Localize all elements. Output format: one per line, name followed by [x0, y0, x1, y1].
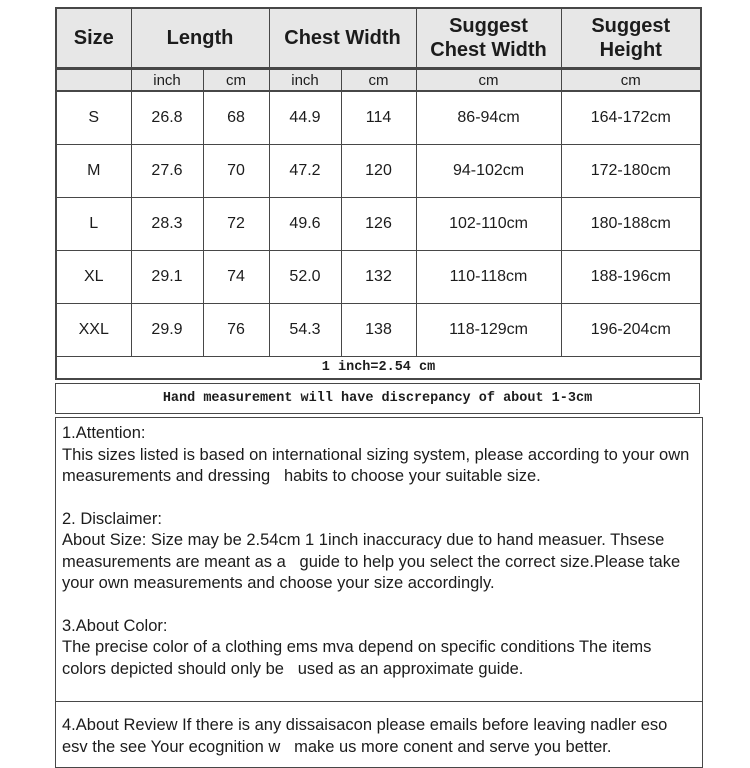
notes-box-review [55, 701, 703, 768]
header-length [131, 8, 269, 69]
header-size [56, 8, 131, 69]
length-cm-cell: 76 [203, 304, 269, 357]
chest-cm-cell: 120 [341, 145, 416, 198]
header-label: Chest Width [430, 39, 547, 61]
size-cell: XXL [56, 304, 131, 357]
header-chest-width [269, 8, 416, 69]
table-units-row [56, 69, 701, 92]
length-cm-cell: 72 [203, 198, 269, 251]
header-label: Suggest [449, 15, 528, 37]
table-header-row [56, 8, 701, 69]
header-label: Size [73, 27, 114, 49]
note-body: About Size: Size may be 2.54cm 1 1inch inaccuracy due to hand measuer. Thsese measurements are meant as a guide to help you select the correct size.Please take your own measurements and choose your size accordingly. [62, 531, 685, 592]
chest-cm-cell: 114 [341, 91, 416, 145]
suggest-height-cell: 196-204cm [561, 304, 701, 357]
table-row-m [56, 145, 701, 198]
unit-cell [56, 69, 131, 92]
note-body: 4.About Review If there is any dissaisacon please emails before leaving nadler eso esv the see Your ecognition w make us more conent and serve you better. [62, 716, 672, 756]
unit-cell: inch [269, 69, 341, 92]
note-about-color [62, 616, 696, 681]
header-suggest-height [561, 8, 701, 69]
length-inch-cell: 28.3 [131, 198, 203, 251]
hand-measurement-note: Hand measurement will have discrepancy of about 1-3cm [55, 383, 700, 414]
table-row-l [56, 198, 701, 251]
size-cell: S [56, 91, 131, 145]
suggest-chest-cell: 86-94cm [416, 91, 561, 145]
suggest-height-cell: 172-180cm [561, 145, 701, 198]
suggest-chest-cell: 110-118cm [416, 251, 561, 304]
note-about-review [62, 715, 696, 758]
suggest-height-cell: 180-188cm [561, 198, 701, 251]
unit-cell: cm [561, 69, 701, 92]
length-cm-cell: 70 [203, 145, 269, 198]
chest-inch-cell: 49.6 [269, 198, 341, 251]
header-label: Suggest [591, 15, 671, 37]
length-inch-cell: 29.1 [131, 251, 203, 304]
length-inch-cell: 27.6 [131, 145, 203, 198]
note-disclaimer [62, 509, 696, 595]
conversion-note: 1 inch=2.54 cm [56, 357, 701, 380]
conversion-row [56, 357, 701, 380]
chest-inch-cell: 44.9 [269, 91, 341, 145]
suggest-height-cell: 188-196cm [561, 251, 701, 304]
header-suggest-chest-width [416, 8, 561, 69]
size-cell: M [56, 145, 131, 198]
length-cm-cell: 68 [203, 91, 269, 145]
unit-cell: cm [416, 69, 561, 92]
suggest-height-cell: 164-172cm [561, 91, 701, 145]
size-chart-table [55, 7, 702, 380]
length-inch-cell: 26.8 [131, 91, 203, 145]
chest-cm-cell: 132 [341, 251, 416, 304]
unit-cell: cm [341, 69, 416, 92]
note-attention [62, 423, 696, 488]
note-heading: 2. Disclaimer: [62, 509, 162, 528]
table-row-xxl [56, 304, 701, 357]
table-row-s [56, 91, 701, 145]
note-body: This sizes listed is based on international sizing system, please according to your own measurements and dressing habits to choose your suitable size. [62, 445, 694, 485]
note-heading: 3.About Color: [62, 616, 168, 635]
header-label: Chest Width [284, 27, 401, 49]
length-cm-cell: 74 [203, 251, 269, 304]
unit-cell: inch [131, 69, 203, 92]
length-inch-cell: 29.9 [131, 304, 203, 357]
header-label: Length [166, 27, 234, 49]
unit-cell: cm [203, 69, 269, 92]
chest-cm-cell: 138 [341, 304, 416, 357]
table-row-xl [56, 251, 701, 304]
suggest-chest-cell: 118-129cm [416, 304, 561, 357]
size-cell: XL [56, 251, 131, 304]
note-body: The precise color of a clothing ems mva depend on specific conditions The items colors depicted should only be used as an approximate guide. [62, 638, 657, 678]
chest-cm-cell: 126 [341, 198, 416, 251]
header-label: Height [599, 39, 662, 61]
size-cell: L [56, 198, 131, 251]
chest-inch-cell: 47.2 [269, 145, 341, 198]
suggest-chest-cell: 102-110cm [416, 198, 561, 251]
chest-inch-cell: 54.3 [269, 304, 341, 357]
notes-box [55, 417, 703, 702]
note-heading: 1.Attention: [62, 424, 146, 442]
chest-inch-cell: 52.0 [269, 251, 341, 304]
suggest-chest-cell: 94-102cm [416, 145, 561, 198]
